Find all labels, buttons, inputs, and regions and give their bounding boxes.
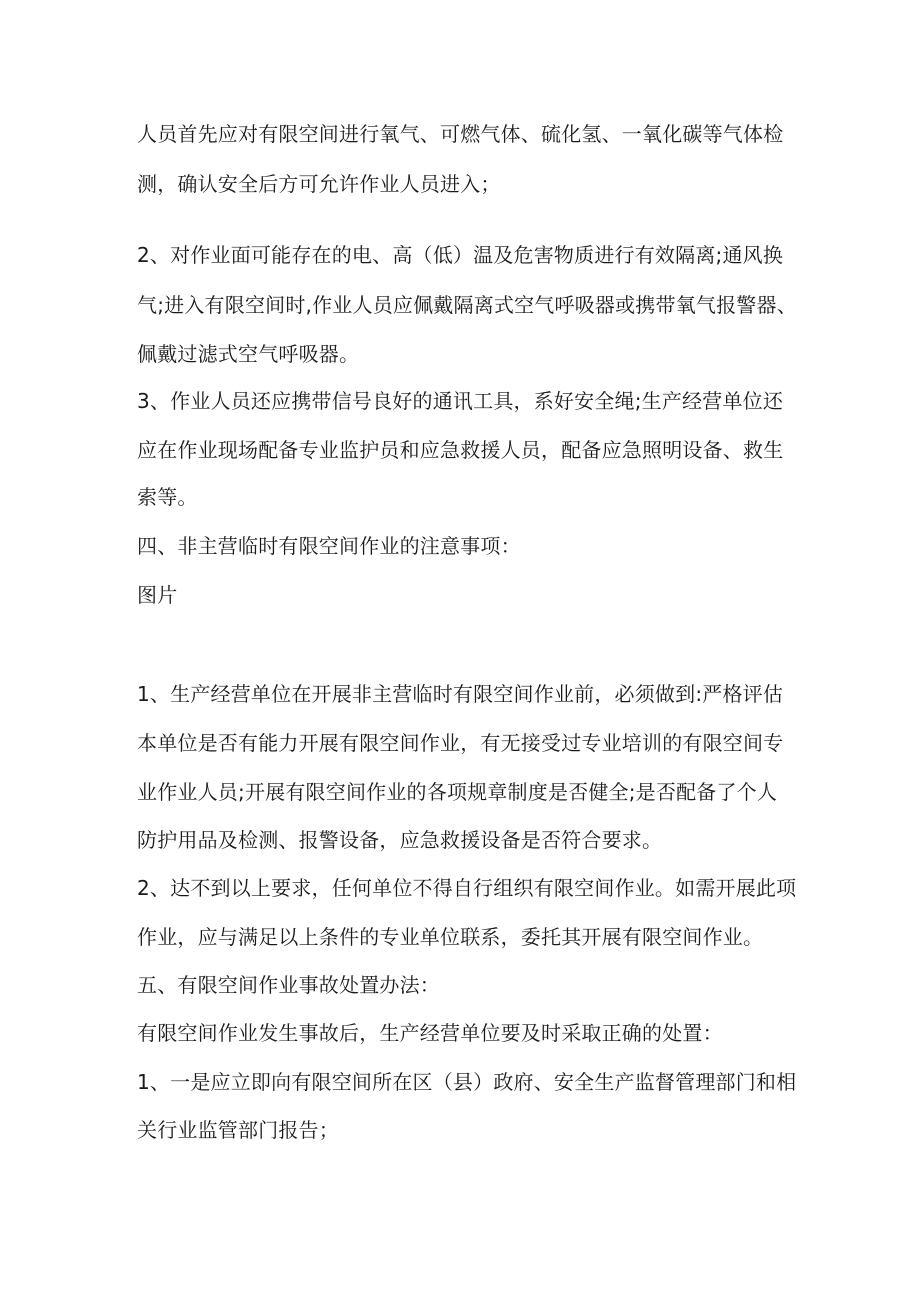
paragraph-line: 作业，应与满足以上条件的专业单位联系，委托其开展有限空间作业。 [137,925,764,949]
paragraph-line: 佩戴过滤式空气呼吸器。 [137,342,360,366]
paragraph-line: 3、作业人员还应携带信号良好的通讯工具，系好安全绳;生产经营单位还 [137,389,784,413]
section-heading: 五、有限空间作业事故处置办法： [137,973,440,997]
paragraph-line: 2、对作业面可能存在的电、高（低）温及危害物质进行有效隔离;通风换 [137,243,784,267]
paragraph-line: 2、达不到以上要求，任何单位不得自行组织有限空间作业。如需开展此项 [137,876,797,900]
paragraph-line: 测，确认安全后方可允许作业人员进入； [137,172,501,196]
paragraph-line: 业作业人员;开展有限空间作业的各项规章制度是否健全;是否配备了个人 [137,780,778,804]
paragraph-line: 1、生产经营单位在开展非主营临时有限空间作业前，必须做到:严格评估 [137,682,784,706]
paragraph-line: 防护用品及检测、报警设备，应急救援设备是否符合要求。 [137,828,663,852]
paragraph-line: 应在作业现场配备专业监护员和应急救援人员，配备应急照明设备、救生 [137,438,784,462]
paragraph-line: 有限空间作业发生事故后，生产经营单位要及时采取正确的处置： [137,1021,723,1045]
paragraph-line: 气;进入有限空间时,作业人员应佩戴隔离式空气呼吸器或携带氧气报警器、 [137,293,797,317]
paragraph-line: 本单位是否有能力开展有限空间作业，有无接受过专业培训的有限空间专 [137,731,784,755]
image-placeholder-label: 图片 [137,583,178,607]
paragraph-line: 索等。 [137,485,198,509]
paragraph-line: 1、一是应立即向有限空间所在区（县）政府、安全生产监督管理部门和相 [137,1070,797,1094]
section-heading: 四、非主营临时有限空间作业的注意事项： [137,534,521,558]
paragraph-line: 人员首先应对有限空间进行氧气、可燃气体、硫化氢、一氧化碳等气体检 [137,122,784,146]
paragraph-line: 关行业监管部门报告； [137,1118,339,1142]
